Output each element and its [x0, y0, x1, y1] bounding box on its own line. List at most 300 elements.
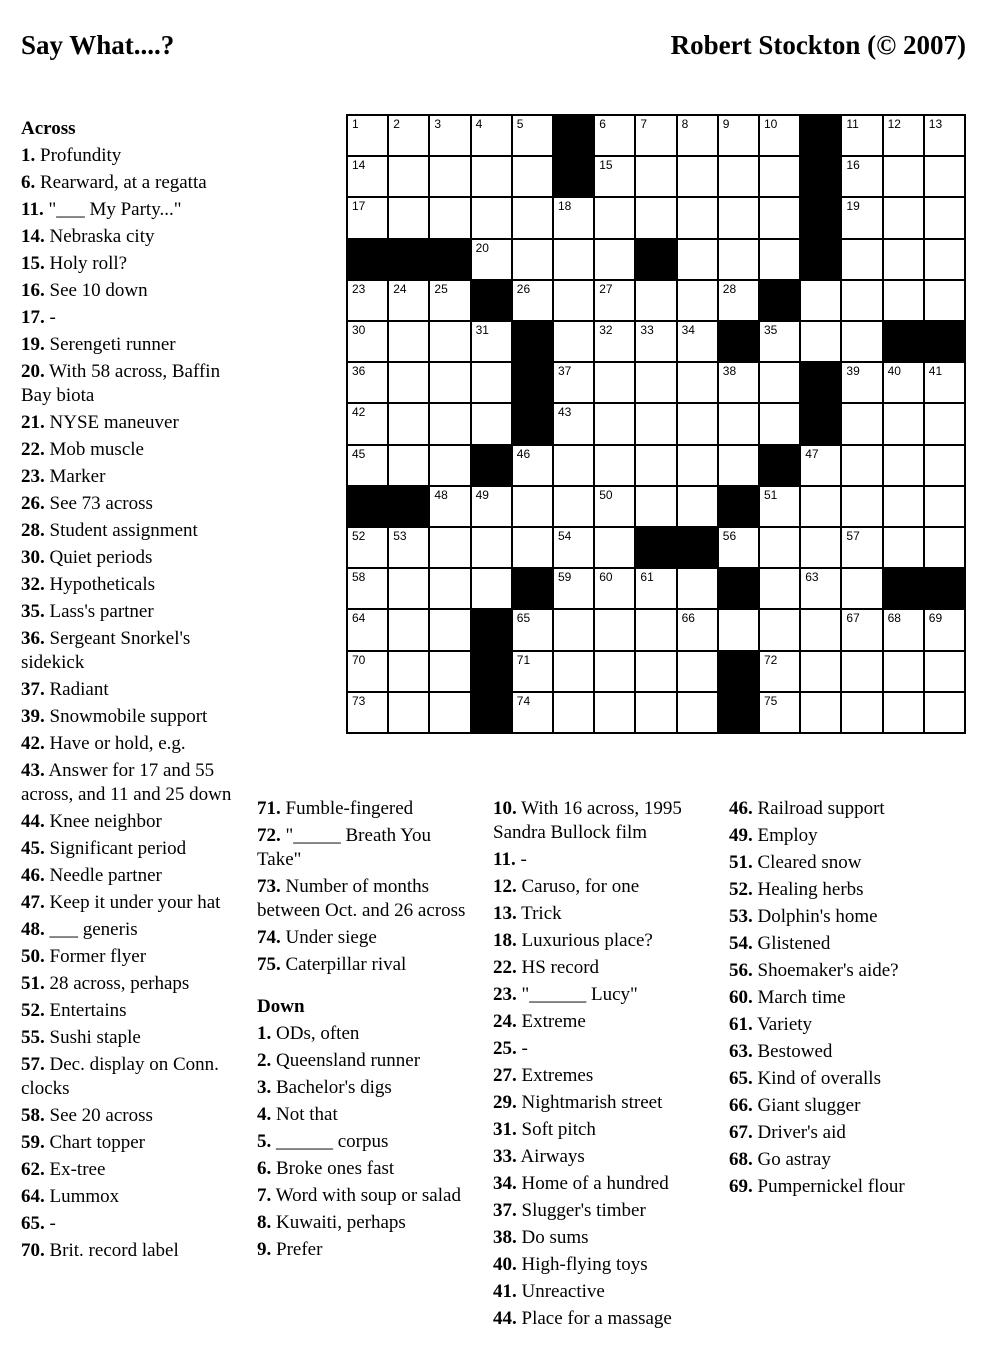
cell-number: 70: [352, 652, 366, 667]
black-square: [719, 569, 758, 608]
grid-cell[interactable]: [513, 693, 552, 732]
grid-cell[interactable]: [636, 363, 675, 402]
clue-number: 39.: [21, 706, 45, 727]
cell-number: 64: [352, 611, 366, 626]
grid-cell[interactable]: [719, 157, 758, 196]
clue-number: 56.: [729, 960, 753, 981]
grid-cell[interactable]: [678, 116, 717, 155]
grid-cell[interactable]: [595, 363, 634, 402]
grid-cell[interactable]: [348, 116, 387, 155]
grid-cell[interactable]: [884, 487, 923, 526]
grid-cell[interactable]: [348, 363, 387, 402]
grid-cell[interactable]: [925, 198, 964, 237]
grid-cell[interactable]: [430, 693, 469, 732]
grid-cell[interactable]: [801, 569, 840, 608]
cell-number: 13: [928, 117, 943, 131]
clue-text: Rearward, at a regatta: [40, 172, 207, 193]
cell-number: 32: [599, 323, 613, 337]
grid-cell[interactable]: [595, 693, 634, 732]
grid-cell[interactable]: [678, 610, 717, 649]
grid-cell[interactable]: [842, 363, 881, 402]
grid-cell[interactable]: [678, 281, 717, 320]
clue-item: [729, 1148, 959, 1172]
grid-cell[interactable]: [678, 322, 717, 361]
clue-item: [257, 1157, 472, 1181]
grid-cell[interactable]: [842, 652, 881, 691]
grid-cell[interactable]: [842, 487, 881, 526]
grid-cell[interactable]: [348, 569, 387, 608]
black-square: [760, 446, 799, 485]
grid-cell[interactable]: [842, 240, 881, 279]
clue-item: [257, 1049, 472, 1073]
cell-number: 63: [805, 570, 819, 585]
cell-number: 35: [764, 323, 778, 337]
grid-cell[interactable]: [842, 610, 881, 649]
grid-cell[interactable]: [430, 487, 469, 526]
clue-text: Luxurious place?: [521, 930, 653, 951]
clue-number: 32.: [21, 574, 45, 595]
grid-cell[interactable]: [472, 404, 511, 443]
cell-number: 10: [764, 117, 778, 131]
grid-cell[interactable]: [636, 610, 675, 649]
grid-cell[interactable]: [430, 157, 469, 196]
grid-cell[interactable]: [636, 322, 675, 361]
clue-text: Do sums: [521, 1227, 589, 1248]
grid-cell[interactable]: [678, 487, 717, 526]
clue-text: Entertains: [49, 1000, 127, 1021]
cell-number: 7: [640, 117, 648, 131]
grid-cell[interactable]: [554, 487, 593, 526]
clue-item: [21, 705, 239, 729]
grid-cell[interactable]: [595, 157, 634, 196]
grid-cell[interactable]: [636, 693, 675, 732]
clue-text: ______ corpus: [276, 1131, 389, 1152]
grid-cell[interactable]: [389, 363, 428, 402]
grid-cell[interactable]: [678, 569, 717, 608]
clue-text: Trick: [521, 903, 562, 924]
clue-number: 34.: [493, 1173, 517, 1194]
grid-cell[interactable]: [636, 487, 675, 526]
clue-text: Place for a massage: [521, 1308, 672, 1329]
grid-cell[interactable]: [925, 116, 964, 155]
grid-cell[interactable]: [513, 528, 552, 567]
grid-cell[interactable]: [389, 652, 428, 691]
grid-cell[interactable]: [348, 157, 387, 196]
black-square: [389, 487, 428, 526]
clue-item: [21, 600, 239, 624]
grid-cell[interactable]: [719, 198, 758, 237]
clue-number: 24.: [493, 1011, 517, 1032]
black-square: [472, 446, 511, 485]
grid-cell[interactable]: [389, 116, 428, 155]
grid-cell[interactable]: [760, 116, 799, 155]
clue-text: Giant slugger: [757, 1095, 861, 1116]
grid-cell[interactable]: [430, 281, 469, 320]
clue-item: [493, 848, 711, 872]
grid-cell[interactable]: [595, 116, 634, 155]
black-square: [760, 281, 799, 320]
grid-cell[interactable]: [760, 157, 799, 196]
clue-number: 43.: [21, 760, 45, 781]
grid-cell[interactable]: [884, 116, 923, 155]
cell-number: 65: [516, 611, 531, 626]
puzzle-title: Say What....?: [21, 30, 175, 60]
grid-cell[interactable]: [595, 569, 634, 608]
grid-cell[interactable]: [430, 446, 469, 485]
grid-cell[interactable]: [554, 240, 593, 279]
grid-cell[interactable]: [554, 363, 593, 402]
grid-cell[interactable]: [925, 652, 964, 691]
down-heading: Down: [257, 996, 305, 1017]
grid-cell[interactable]: [430, 198, 469, 237]
clue-item: [729, 1013, 959, 1037]
grid-cell[interactable]: [554, 569, 593, 608]
cell-number: 14: [352, 158, 366, 173]
clue-text: See 10 down: [49, 280, 148, 301]
grid-cell[interactable]: [636, 569, 675, 608]
grid-cell[interactable]: [430, 404, 469, 443]
clue-item: [21, 837, 239, 861]
grid-cell[interactable]: [719, 240, 758, 279]
grid-cell[interactable]: [472, 240, 511, 279]
grid-cell[interactable]: [884, 240, 923, 279]
grid-cell[interactable]: [348, 610, 387, 649]
grid-cell[interactable]: [389, 157, 428, 196]
clue-number: 15.: [21, 253, 45, 274]
clue-text: "___ My Party...": [48, 199, 182, 220]
grid-cell[interactable]: [760, 240, 799, 279]
clue-item: [493, 956, 711, 980]
grid-cell[interactable]: [389, 569, 428, 608]
clue-number: 73.: [257, 876, 281, 897]
clue-text: Healing herbs: [757, 879, 864, 900]
grid-cell[interactable]: [472, 322, 511, 361]
grid-cell[interactable]: [513, 198, 552, 237]
grid-cell[interactable]: [842, 446, 881, 485]
grid-cell[interactable]: [719, 363, 758, 402]
cell-number: 5: [516, 117, 524, 131]
grid-cell[interactable]: [925, 446, 964, 485]
grid-cell[interactable]: [513, 652, 552, 691]
grid-cell[interactable]: [636, 652, 675, 691]
clue-item: [257, 1130, 472, 1154]
grid-cell[interactable]: [595, 652, 634, 691]
grid-cell[interactable]: [472, 363, 511, 402]
clue-number: 20.: [21, 361, 45, 382]
grid-cell[interactable]: [678, 240, 717, 279]
grid-cell[interactable]: [513, 281, 552, 320]
grid-cell[interactable]: [801, 446, 840, 485]
grid-cell[interactable]: [678, 157, 717, 196]
grid-cell[interactable]: [925, 363, 964, 402]
grid-cell[interactable]: [430, 116, 469, 155]
grid-cell[interactable]: [389, 322, 428, 361]
grid-cell[interactable]: [842, 693, 881, 732]
grid-cell[interactable]: [842, 404, 881, 443]
grid-cell[interactable]: [595, 446, 634, 485]
grid-cell[interactable]: [595, 528, 634, 567]
grid-cell[interactable]: [801, 652, 840, 691]
clue-text: Dolphin's home: [757, 906, 878, 927]
grid-cell[interactable]: [719, 281, 758, 320]
grid-cell[interactable]: [595, 322, 634, 361]
clue-number: 10.: [493, 798, 517, 819]
clue-number: 37.: [21, 679, 45, 700]
grid-cell[interactable]: [554, 281, 593, 320]
grid-cell[interactable]: [389, 528, 428, 567]
cell-number: 18: [558, 199, 572, 214]
grid-cell[interactable]: [842, 281, 881, 320]
clue-item: [729, 851, 959, 875]
grid-cell[interactable]: [348, 322, 387, 361]
grid-cell[interactable]: [595, 404, 634, 443]
grid-cell[interactable]: [884, 693, 923, 732]
clue-number: 62.: [21, 1159, 45, 1180]
cell-number: 20: [475, 240, 489, 255]
grid-cell[interactable]: [760, 652, 799, 691]
grid-cell[interactable]: [884, 363, 923, 402]
clue-text: March time: [757, 987, 846, 1008]
grid-cell[interactable]: [884, 281, 923, 320]
grid-cell[interactable]: [595, 198, 634, 237]
grid-cell[interactable]: [925, 157, 964, 196]
clue-item: [257, 1076, 472, 1100]
grid-cell[interactable]: [348, 281, 387, 320]
clue-item: [21, 999, 239, 1023]
grid-cell[interactable]: [925, 693, 964, 732]
grid-cell[interactable]: [554, 693, 593, 732]
grid-cell[interactable]: [554, 322, 593, 361]
clue-item: [493, 1280, 711, 1304]
grid-cell[interactable]: [842, 322, 881, 361]
grid-cell[interactable]: [472, 198, 511, 237]
grid-cell[interactable]: [884, 404, 923, 443]
cell-number: 52: [352, 529, 366, 543]
grid-cell[interactable]: [430, 569, 469, 608]
grid-cell[interactable]: [678, 693, 717, 732]
grid-cell[interactable]: [389, 693, 428, 732]
clue-text: Brit. record label: [49, 1240, 179, 1261]
clue-item: [21, 972, 239, 996]
cell-number: 59: [558, 570, 572, 585]
clue-number: 33.: [493, 1146, 517, 1167]
grid-cell[interactable]: [719, 528, 758, 567]
black-square: [719, 322, 758, 361]
grid-cell[interactable]: [842, 528, 881, 567]
grid-cell[interactable]: [430, 610, 469, 649]
grid-cell[interactable]: [554, 652, 593, 691]
clue-number: 61.: [729, 1014, 753, 1035]
clue-item: [21, 864, 239, 888]
grid-cell[interactable]: [925, 610, 964, 649]
grid-cell[interactable]: [719, 610, 758, 649]
clue-item: [257, 1238, 472, 1262]
grid-cell[interactable]: [760, 487, 799, 526]
grid-cell[interactable]: [678, 198, 717, 237]
grid-cell[interactable]: [719, 404, 758, 443]
grid-cell[interactable]: [760, 693, 799, 732]
grid-cell[interactable]: [760, 198, 799, 237]
grid-cell[interactable]: [472, 569, 511, 608]
grid-cell[interactable]: [554, 404, 593, 443]
grid-cell[interactable]: [678, 652, 717, 691]
clue-item: [21, 573, 239, 597]
grid-cell[interactable]: [760, 610, 799, 649]
black-square: [513, 322, 552, 361]
cell-number: 37: [558, 364, 572, 379]
grid-cell[interactable]: [595, 281, 634, 320]
grid-cell[interactable]: [842, 157, 881, 196]
grid-cell[interactable]: [678, 446, 717, 485]
clue-text: Fumble-fingered: [285, 798, 414, 819]
black-square: [513, 404, 552, 443]
grid-cell[interactable]: [472, 487, 511, 526]
cell-number: 9: [722, 117, 730, 131]
grid-cell[interactable]: [925, 240, 964, 279]
grid-cell[interactable]: [636, 404, 675, 443]
grid-cell[interactable]: [925, 281, 964, 320]
clue-number: 38.: [493, 1227, 517, 1248]
clue-item: [729, 797, 959, 821]
clue-text: Ex-tree: [49, 1159, 106, 1180]
grid-cell[interactable]: [513, 116, 552, 155]
grid-cell[interactable]: [348, 446, 387, 485]
grid-cell[interactable]: [636, 281, 675, 320]
clue-number: 23.: [493, 984, 517, 1005]
grid-cell[interactable]: [472, 528, 511, 567]
grid-cell[interactable]: [842, 569, 881, 608]
cell-number: 51: [764, 487, 778, 502]
grid-cell[interactable]: [884, 652, 923, 691]
grid-cell[interactable]: [430, 363, 469, 402]
grid-cell[interactable]: [472, 116, 511, 155]
grid-cell[interactable]: [430, 528, 469, 567]
clue-column-2: [257, 797, 472, 1265]
grid-cell[interactable]: [678, 363, 717, 402]
grid-cell[interactable]: [595, 240, 634, 279]
grid-cell[interactable]: [430, 322, 469, 361]
grid-cell[interactable]: [513, 157, 552, 196]
grid-cell[interactable]: [595, 487, 634, 526]
grid-cell[interactable]: [801, 322, 840, 361]
grid-cell[interactable]: [884, 610, 923, 649]
crossword-grid[interactable]: [346, 114, 966, 734]
grid-cell[interactable]: [760, 322, 799, 361]
cell-number: 75: [764, 693, 778, 708]
clue-text: Kuwaiti, perhaps: [276, 1212, 406, 1233]
cell-number: 36: [352, 364, 366, 379]
black-square: [389, 240, 428, 279]
grid-cell[interactable]: [801, 693, 840, 732]
clue-number: 5.: [257, 1131, 272, 1152]
clue-text: -: [520, 849, 527, 870]
grid-cell[interactable]: [760, 404, 799, 443]
grid-cell[interactable]: [554, 446, 593, 485]
grid-cell[interactable]: [884, 528, 923, 567]
grid-cell[interactable]: [348, 528, 387, 567]
grid-cell[interactable]: [719, 116, 758, 155]
grid-cell[interactable]: [348, 693, 387, 732]
grid-cell[interactable]: [636, 446, 675, 485]
clue-text: Employ: [757, 825, 818, 846]
black-square: [678, 528, 717, 567]
cell-number: 49: [475, 487, 489, 502]
clue-item: [21, 360, 239, 408]
clue-number: 47.: [21, 892, 45, 913]
grid-cell[interactable]: [389, 446, 428, 485]
clue-item: [257, 1184, 472, 1208]
clue-number: 37.: [493, 1200, 517, 1221]
clue-number: 18.: [493, 930, 517, 951]
grid-cell[interactable]: [554, 198, 593, 237]
grid-cell[interactable]: [925, 404, 964, 443]
grid-cell[interactable]: [636, 157, 675, 196]
grid-cell[interactable]: [554, 528, 593, 567]
grid-cell[interactable]: [554, 610, 593, 649]
grid-cell[interactable]: [719, 446, 758, 485]
grid-cell[interactable]: [513, 487, 552, 526]
cell-number: 34: [681, 323, 695, 337]
grid-cell[interactable]: [801, 281, 840, 320]
grid-cell[interactable]: [430, 652, 469, 691]
grid-cell[interactable]: [636, 198, 675, 237]
grid-cell[interactable]: [760, 363, 799, 402]
grid-cell[interactable]: [513, 610, 552, 649]
grid-cell[interactable]: [884, 157, 923, 196]
grid-cell[interactable]: [389, 610, 428, 649]
grid-cell[interactable]: [636, 116, 675, 155]
cell-number: 45: [352, 446, 366, 461]
grid-cell[interactable]: [842, 198, 881, 237]
grid-cell[interactable]: [348, 652, 387, 691]
grid-cell[interactable]: [348, 404, 387, 443]
clue-text: NYSE maneuver: [49, 412, 179, 433]
grid-cell[interactable]: [884, 446, 923, 485]
grid-cell[interactable]: [348, 198, 387, 237]
clue-text: -: [49, 307, 56, 328]
clue-item: [21, 144, 239, 168]
clue-item: [729, 1094, 959, 1118]
grid-cell[interactable]: [760, 569, 799, 608]
cell-number: 42: [352, 405, 366, 420]
grid-cell[interactable]: [801, 487, 840, 526]
grid-cell[interactable]: [801, 528, 840, 567]
grid-cell[interactable]: [513, 240, 552, 279]
clue-number: 30.: [21, 547, 45, 568]
grid-cell[interactable]: [884, 198, 923, 237]
clue-number: 50.: [21, 946, 45, 967]
clue-number: 46.: [21, 865, 45, 886]
clue-number: 4.: [257, 1104, 272, 1125]
grid-cell[interactable]: [678, 404, 717, 443]
grid-cell[interactable]: [925, 487, 964, 526]
cell-number: 61: [640, 570, 654, 585]
grid-cell[interactable]: [760, 528, 799, 567]
grid-cell[interactable]: [595, 610, 634, 649]
grid-cell[interactable]: [472, 157, 511, 196]
grid-cell[interactable]: [389, 281, 428, 320]
grid-cell[interactable]: [389, 404, 428, 443]
grid-cell[interactable]: [389, 198, 428, 237]
grid-cell[interactable]: [925, 528, 964, 567]
clue-text: Significant period: [49, 838, 187, 859]
clue-number: 70.: [21, 1240, 45, 1261]
grid-cell[interactable]: [513, 446, 552, 485]
grid-cell[interactable]: [842, 116, 881, 155]
clue-item: [257, 953, 472, 977]
clue-item: [21, 438, 239, 462]
grid-cell[interactable]: [801, 610, 840, 649]
